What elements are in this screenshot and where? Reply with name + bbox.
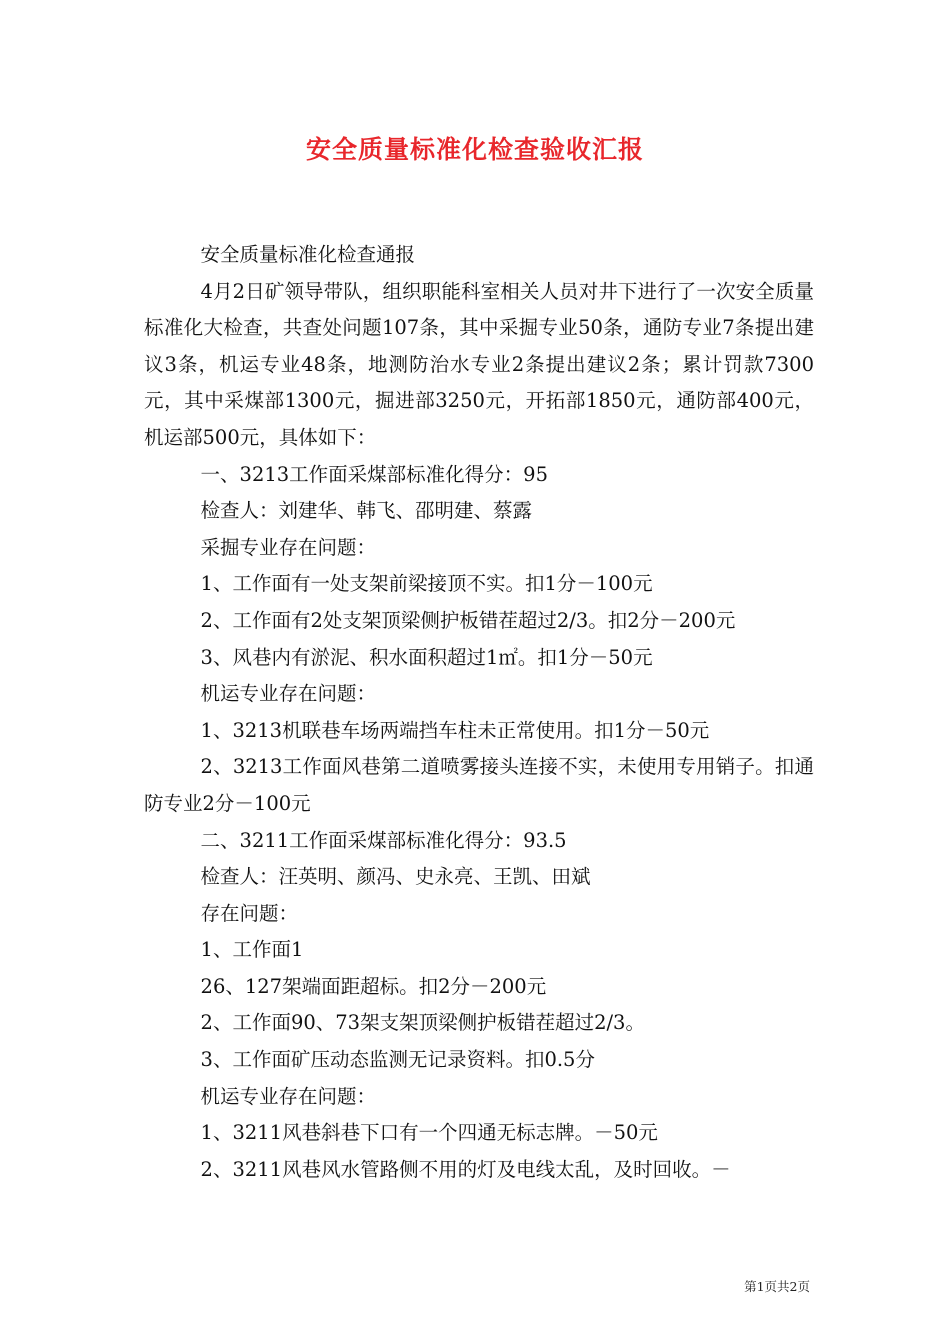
paragraph-inspectors-2: 检查人：汪英明、颜冯、史永亮、王凯、田斌: [200, 865, 591, 889]
paragraph-inspectors-1: 检查人：刘建华、韩飞、邵明建、蔡露: [200, 499, 533, 523]
paragraph-issue: 2、3211风巷风水管路侧不用的灯及电线太乱，及时回收。－: [200, 1157, 731, 1181]
paragraph-issue: 26、127架端面距超标。扣2分－200元: [200, 974, 547, 998]
paragraph-issue: 2、工作面90、73架支架顶梁侧护板错茬超过2/3。: [200, 1011, 645, 1035]
paragraph-mech-issues-heading: 机运专业存在问题：: [200, 1084, 377, 1108]
paragraph-section-2-heading: 二、3211工作面采煤部标准化得分：93.5: [200, 828, 567, 852]
document-body: [144, 237, 814, 1188]
paragraph-mining-issues-heading: 采掘专业存在问题：: [200, 535, 377, 559]
paragraph-issue: 3、风巷内有淤泥、积水面积超过1㎡。扣1分－50元: [200, 645, 653, 669]
paragraph-subtitle: 安全质量标准化检查通报: [200, 243, 416, 266]
paragraph-intro: 4月2日矿领导带队，组织职能科室相关人员对井下进行了一次安全质量标准化大检查，共查处问题107条，其中采掘专业50条，通防专业7条提出建议3条，机运专业48条，地测防治水专业2条提出建议2条；累计罚款7300元，其中采煤部1300元，掘进部3250元，开拓部1850元，通防部400元，机运部500元，具体如下：: [144, 279, 814, 449]
page-number-label: 第1页共2页: [744, 1279, 810, 1294]
paragraph-issue: 2、工作面有2处支架顶梁侧护板错茬超过2/3。扣2分－200元: [200, 608, 736, 632]
paragraph-issue: 3、工作面矿压动态监测无记录资料。扣0.5分: [200, 1048, 595, 1072]
paragraph-section-1-heading: 一、3213工作面采煤部标准化得分：95: [200, 462, 548, 486]
document-title: 安全质量标准化检查验收汇报: [305, 135, 644, 164]
paragraph-issue: 1、工作面有一处支架前梁接顶不实。扣1分－100元: [200, 572, 653, 596]
page-footer: [660, 1278, 810, 1296]
paragraph-issue: 1、3213机联巷车场两端挡车柱未正常使用。扣1分－50元: [200, 718, 710, 742]
paragraph-issues-heading: 存在问题：: [200, 901, 299, 925]
paragraph-issue: 1、工作面1: [200, 938, 304, 962]
paragraph-issue: 1、3211风巷斜巷下口有一个四通无标志牌。－50元: [200, 1121, 658, 1145]
paragraph-mech-issues-heading: 机运专业存在问题：: [200, 682, 377, 706]
paragraph-issue: 2、3213工作面风巷第二道喷雾接头连接不实，未使用专用销子。扣通防专业2分－100元: [144, 755, 814, 815]
